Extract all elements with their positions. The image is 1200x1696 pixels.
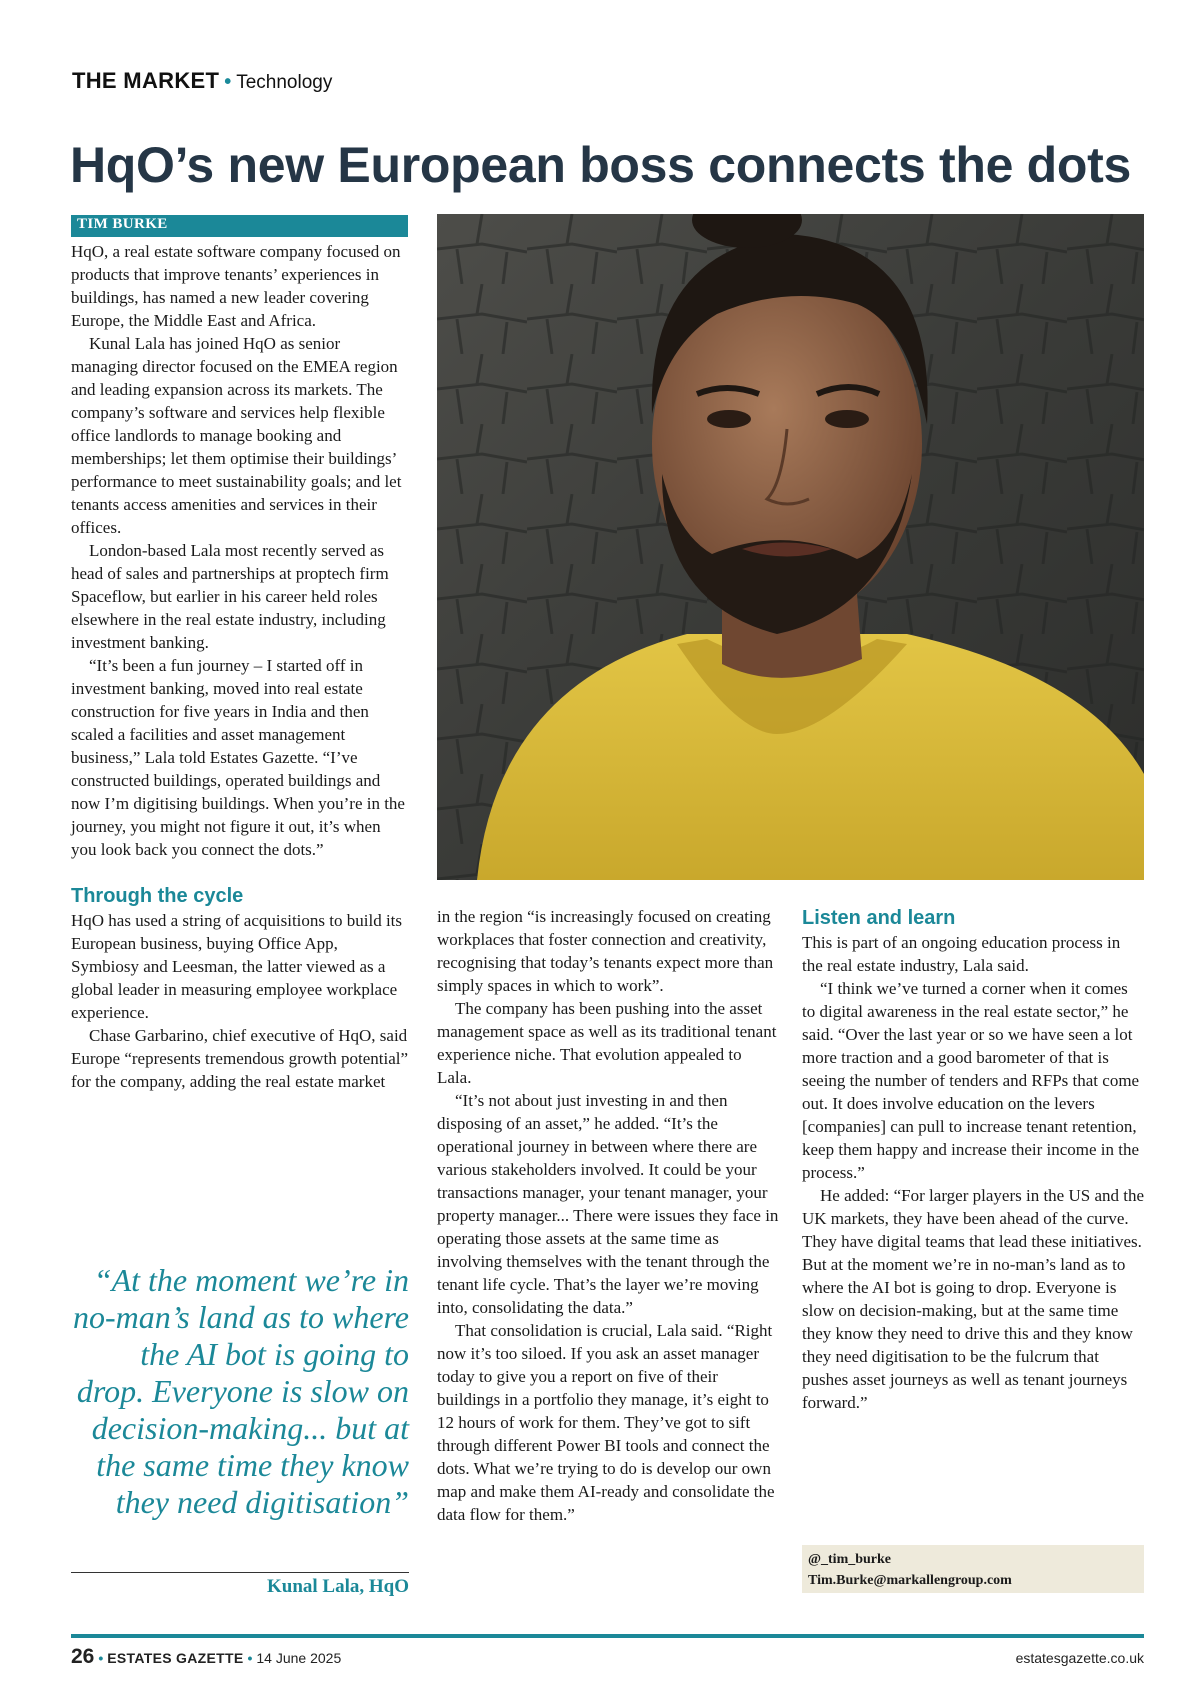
- paragraph: “I think we’ve turned a corner when it comes to digital awareness in the real estate sector,” he said. “Over the last year or so we have seen a lot more traction and a good barometer of that is seeing the number of tenders and RFPs that come out. It does involve education on the levers [companies] can pull to increase tenant retention, keep them happy and increase their income in the process.”: [802, 979, 1140, 1182]
- portrait-illustration: [437, 214, 1144, 880]
- paragraph: in the region “is increasingly focused on creating workplaces that foster connection and creativity, recognising that today’s tenants expect more than simply spaces in which to work”.: [437, 907, 774, 995]
- footer-separator: •: [247, 1650, 253, 1666]
- footer-separator: •: [98, 1650, 104, 1666]
- website-link[interactable]: estatesgazette.co.uk: [1015, 1650, 1144, 1666]
- author-contact-box: [802, 1545, 1144, 1593]
- pull-quote-attribution: Kunal Lala, HqO: [266, 1576, 409, 1597]
- page-number: 26: [71, 1645, 95, 1668]
- portrait-photo: [437, 214, 1144, 880]
- publication-name: ESTATES GAZETTE: [107, 1650, 244, 1666]
- paragraph: He added: “For larger players in the US and the UK markets, they have been ahead of the curve. They have digital teams that lead these initiatives. But at the moment we’re in no-man’s land as to where the AI bot is going to drop. Everyone is slow on decision-making, but at the same time they know they need to drive this and they know they need digitisation to be the fulcrum that pushes asset journeys as well as tenant journeys forward.”: [802, 1186, 1145, 1412]
- article-column-2: [437, 905, 780, 1526]
- footer-rule: [71, 1634, 1144, 1638]
- paragraph: Kunal Lala has joined HqO as senior managing director focused on the EMEA region and leading expansion across its markets. The company’s software and services help flexible office landlords to manage booking and memberships; let them optimise their buildings’ performance to meet sustainability goals; and let tenants access amenities and services in their offices.: [71, 334, 402, 537]
- pull-quote-rule: [71, 1572, 409, 1573]
- paragraph: “It’s been a fun journey – I started off in investment banking, moved into real estate construction for five years in India and then scaled a facilities and asset management business,” Lala told Estates Gazette. “I’ve constructed buildings, operated buildings and now I’m digitising buildings. When you’re in the journey, you might not figure it out, it’s when you look back you connect the dots.”: [71, 656, 405, 859]
- section-header: [72, 68, 332, 94]
- paragraph: Chase Garbarino, chief executive of HqO, said Europe “represents tremendous growth potential” for the company, adding the real estate market: [71, 1026, 409, 1091]
- article-column-3: [802, 905, 1144, 1414]
- pull-quote: “At the moment we’re in no-man’s land as to where the AI bot is going to drop. Everyone is slow on decision-making... but at the same time they know they need digitisation”: [73, 1262, 409, 1520]
- author-email[interactable]: Tim.Burke@markallengroup.com: [808, 1573, 1012, 1588]
- byline: TIM BURKE: [71, 215, 408, 237]
- section-label: THE MARKET: [72, 68, 220, 93]
- paragraph: “It’s not about just investing in and then disposing of an asset,” he added. “It’s the operational journey in between where there are various stakeholders involved. It could be your transactions manager, your tenant manager, your property manager... There were issues they face in operating those assets at the same time as involving themselves with the tenant through the tenant life cycle. That’s the layer we’re moving into, consolidating the data.”: [437, 1091, 779, 1317]
- headline: HqO’s new European boss connects the dots: [70, 137, 1132, 193]
- subsection-label: Technology: [236, 72, 333, 93]
- paragraph: London-based Lala most recently served as head of sales and partnerships at proptech firm Spaceflow, but earlier in his career held roles elsewhere in the real estate industry, including investment banking.: [71, 541, 389, 652]
- paragraph: The company has been pushing into the asset management space as well as its traditional tenant experience niche. That evolution appealed to Lala.: [437, 999, 777, 1087]
- paragraph: This is part of an ongoing education process in the real estate industry, Lala said.: [802, 933, 1121, 975]
- subheading: Listen and learn: [802, 907, 956, 929]
- issue-date: 14 June 2025: [256, 1650, 342, 1666]
- subheading: Through the cycle: [71, 885, 244, 907]
- paragraph: HqO, a real estate software company focused on products that improve tenants’ experiences in buildings, has named a new leader covering Europe, the Middle East and Africa.: [71, 242, 401, 330]
- article-column-1: [71, 240, 409, 1093]
- section-separator: •: [224, 71, 232, 93]
- author-twitter[interactable]: @_tim_burke: [808, 1552, 892, 1567]
- footer-info: [71, 1645, 341, 1669]
- paragraph: HqO has used a string of acquisitions to build its European business, buying Office App, Symbiosy and Leesman, the latter viewed as a global leader in measuring employee workplace experience.: [71, 911, 403, 1022]
- paragraph: That consolidation is crucial, Lala said. “Right now it’s too siloed. If you ask an asset manager today to give you a report on five of their buildings in a portfolio they manage, it’s eight to 12 hours of work for them. They’ve got to sift through different Power BI tools and connect the dots. What we’re trying to do is develop our own map and make them AI-ready and consolidate the data flow for them.”: [437, 1321, 775, 1524]
